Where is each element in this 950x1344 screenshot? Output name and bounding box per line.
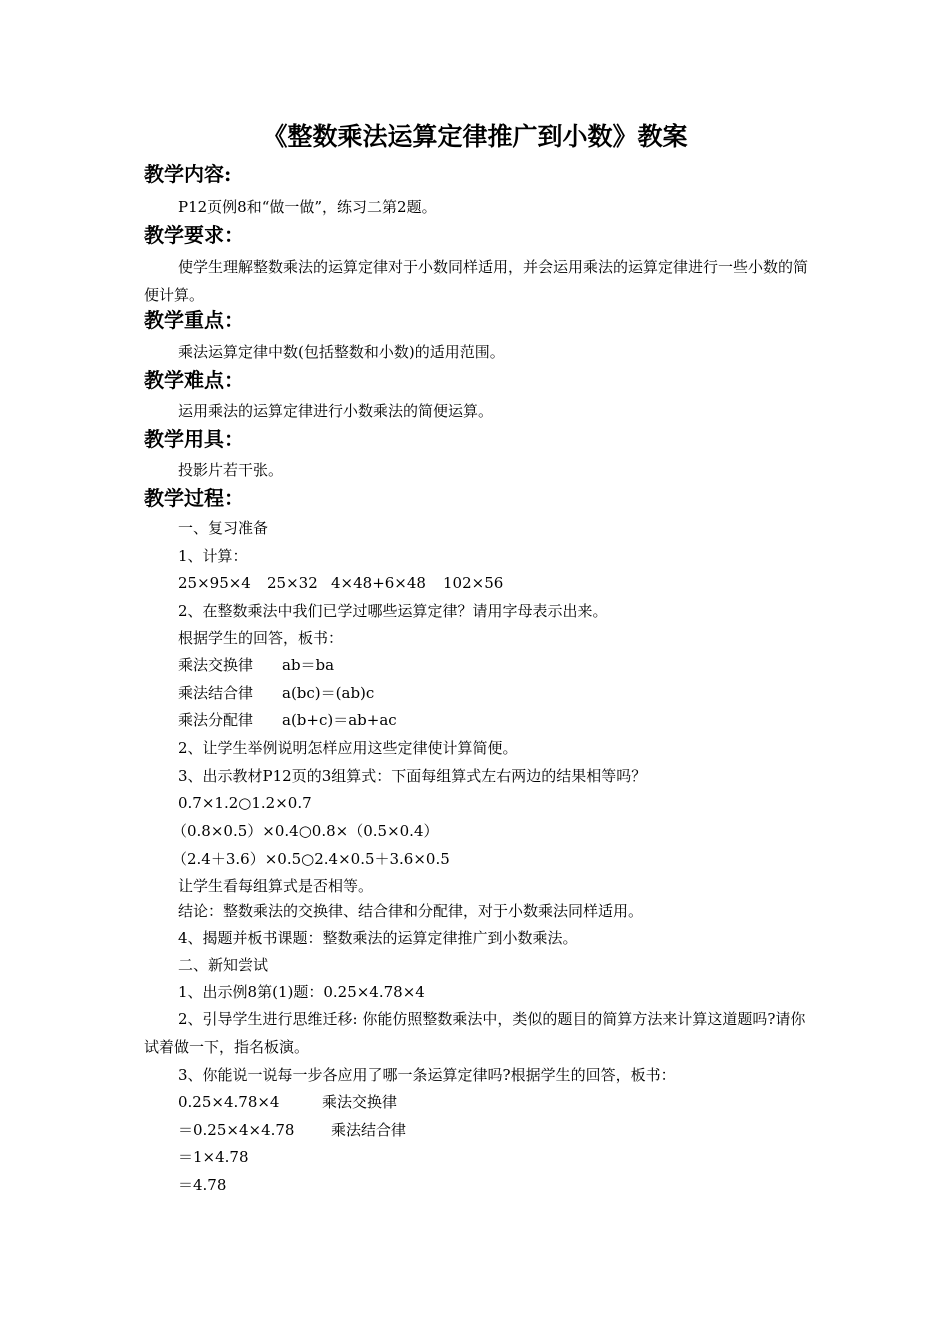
question-4: 4、揭题并板书课题：整数乘法的运算定律推广到小数乘法。	[178, 929, 578, 947]
step-note: 乘法交换律	[322, 1093, 398, 1111]
question-2b: 2、让学生举例说明怎样应用这些定律使计算简便。	[178, 739, 518, 757]
step-expression: ＝0.25×4×4.78	[178, 1121, 295, 1139]
heading-tools: 教学用具：	[144, 427, 244, 451]
law-formula: a(bc)＝(ab)c	[282, 684, 375, 702]
step-note: 乘法结合律	[331, 1121, 407, 1139]
part2-title: 二、新知尝试	[178, 956, 269, 974]
example-3: 3、你能说一说每一步各应用了哪一条运算定律吗?根据学生的回答，板书：	[178, 1066, 676, 1084]
example-1: 1、出示例8第(1)题：0.25×4.78×4	[178, 983, 425, 1001]
calc-item: 25×32	[267, 574, 318, 592]
expression-3: （2.4＋3.6）×0.5○2.4×0.5＋3.6×0.5	[172, 850, 450, 868]
heading-process: 教学过程：	[144, 486, 244, 510]
example-2: 2、引导学生进行思维迁移: 你能仿照整数乘法中，类似的题目的简算方法来计算这道题吗?请你试着做一下，指名板演。	[144, 1010, 806, 1056]
requirements-text: 使学生理解整数乘法的运算定律对于小数同样适用，并会运用乘法的运算定律进行一些小数的简便计算。	[144, 258, 809, 304]
heading-requirements: 教学要求：	[144, 223, 244, 247]
expression-1: 0.7×1.2○1.2×0.7	[178, 794, 312, 812]
expression-2: （0.8×0.5）×0.4○0.8×（0.5×0.4）	[172, 822, 439, 840]
content-text: P12页例8和“做一做”，练习二第2题。	[178, 198, 437, 216]
heading-difficulties: 教学难点：	[144, 368, 244, 392]
conclusion-text: 结论：整数乘法的交换律、结合律和分配律，对于小数乘法同样适用。	[178, 902, 644, 920]
question-3: 3、出示教材P12页的3组算式：下面每组算式左右两边的结果相等吗？	[178, 767, 647, 785]
key-points-text: 乘法运算定律中数(包括整数和小数)的适用范围。	[178, 343, 505, 361]
calc-label: 1、计算：	[178, 547, 248, 565]
question-2: 2、在整数乘法中我们已学过哪些运算定律？请用字母表示出来。	[178, 602, 608, 620]
step-expression: 0.25×4.78×4	[178, 1093, 280, 1111]
heading-key-points: 教学重点：	[144, 308, 244, 332]
law-formula: a(b+c)＝ab+ac	[282, 711, 397, 729]
calc-item: 25×95×4	[178, 574, 251, 592]
law-name: 乘法交换律	[178, 656, 254, 674]
law-name: 乘法结合律	[178, 684, 254, 702]
heading-content: 教学内容:	[144, 162, 232, 186]
calc-item: 102×56	[443, 574, 504, 592]
document-title: 《整数乘法运算定律推广到小数》教案	[262, 122, 688, 151]
answer-intro: 根据学生的回答，板书：	[178, 629, 344, 647]
calc-item: 4×48+6×48	[331, 574, 426, 592]
law-name: 乘法分配律	[178, 711, 254, 729]
tools-text: 投影片若干张。	[178, 461, 284, 479]
step-expression: ＝4.78	[178, 1176, 227, 1194]
difficulties-text: 运用乘法的运算定律进行小数乘法的简便运算。	[178, 402, 494, 420]
part1-title: 一、复习准备	[178, 519, 269, 537]
step-expression: ＝1×4.78	[178, 1148, 249, 1166]
law-formula: ab＝ba	[282, 656, 335, 674]
observe-text: 让学生看每组算式是否相等。	[178, 877, 374, 895]
